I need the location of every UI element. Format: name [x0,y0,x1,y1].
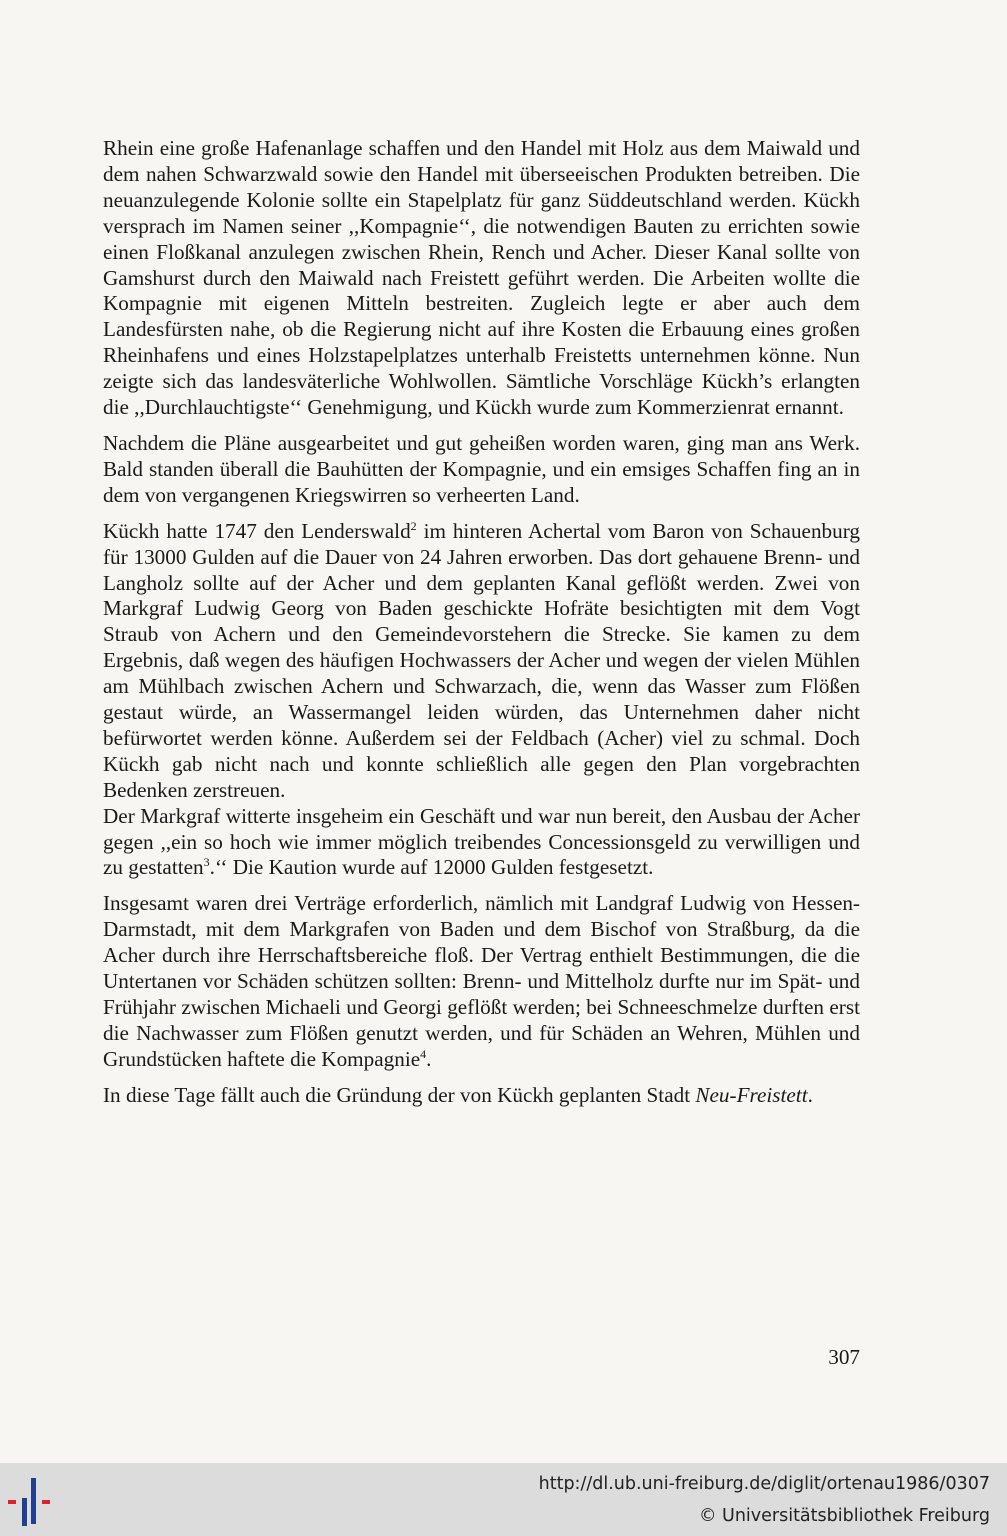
emphasized-text: Neu-Freistett [695,1082,808,1107]
text-run: Nachdem die Pläne ausgearbeitet und gut geheißen worden waren, ging man ans Werk. Bald standen überall die Bauhütten der Kompagnie, und ein emsiges Schaffen fing an in dem von vergangenen Kriegswirren so verheerten Land. [103,430,860,507]
paragraph [103,804,860,882]
paragraph [103,891,860,1072]
footnote-marker: 4 [420,1046,427,1061]
footnote-marker: 2 [410,518,417,533]
text-run: Rhein eine große Hafenanlage schaffen und den Handel mit Holz aus dem Maiwald und dem nahen Schwarzwald sowie den Handel mit überseeischen Produkten betreiben. Die neuanzulegende Kolonie sollte ein Stapelplatz für ganz Süddeutschland werden. Kückh versprach im Namen seiner ,,Kompagnie‘‘, die notwendigen Bauten zu errichten sowie einen Floßkanal anzulegen zwischen Rhein, Rench und Acher. Dieser Kanal sollte von Gamshurst durch den Maiwald nach Freistett geführt werden. Die Arbeiten wollte die Kompagnie mit eigenen Mitteln bestreiten. Zugleich legte er aber auch dem Landesfürsten nahe, ob die Regierung nicht auf ihre Kosten die Erbauung eines großen Rheinhafens und eines Holzstapelplatzes unterhalb Freistetts unternehmen könne. Nun zeigte sich das landesväterliche Wohlwollen. Sämtliche Vorschläge Kückh’s erlangten die ,,Durchlauchtigste‘‘ Genehmigung, und Kückh wurde zum Kommerzienrat ernannt. [103,136,860,420]
ub-freiburg-logo-icon[interactable] [8,1476,68,1528]
text-run: .‘‘ Die Kaution wurde auf 12000 Gulden festgesetzt. [209,855,654,880]
paragraph [103,431,860,509]
permalink-url[interactable]: http://dl.ub.uni-freiburg.de/diglit/ortenau1986/0307 [538,1474,990,1494]
text-run: In diese Tage fällt auch die Gründung der von Kückh geplanten Stadt [103,1082,696,1107]
text-run: Der Markgraf witterte insgeheim ein Geschäft und war nun bereit, den Ausbau der Acher gegen ,,ein so hoch wie immer möglich treibendes Concessionsgeld zu verwilligen und zu gestatten [103,803,860,880]
copyright-notice: © Universitätsbibliothek Freiburg [698,1506,990,1526]
text-run: im hinteren Achertal vom Baron von Schauenburg für 13000 Gulden auf die Dauer von 24 Jahren erworben. Das dort gehauene Brenn- und Langholz sollte auf der Acher und dem geplanten Kanal geflößt werden. Zwei von Markgraf Ludwig Georg von Baden geschickte Hofräte besichtigten mit dem Vogt Straub von Achern und den Gemeindevorstehern die Strecke. Sie kamen zu dem Ergebnis, daß wegen des häufigen Hochwassers der Acher und wegen der vielen Mühlen am Mühlbach zwischen Achern und Schwarzach, die, wenn das Wasser zum Flößen gestaut würde, an Wassermangel leiden würden, das Unternehmen daher nicht befürwortet werden könne. Außerdem sei der Feldbach (Acher) viel zu schmal. Doch Kückh gab nicht nach und konnte schließlich alle gegen den Plan vorgebrachten Bedenken zerstreuen. [103,518,860,802]
text-run: . [807,1082,813,1107]
footnote-marker: 3 [203,855,210,870]
paragraph [103,136,860,421]
text-run: Kückh hatte 1747 den Lenderswald [103,518,411,543]
text-run: Insgesamt waren drei Verträge erforderlich, nämlich mit Landgraf Ludwig von Hessen-Darmstadt, mit dem Markgrafen von Baden und dem Bischof von Straßburg, da die Acher durch ihre Herrschaftsbereiche floß. Der Vertrag enthielt Bestimmungen, die die Untertanen vor Schäden schützen sollten: Brenn- und Mittelholz durfte nur im Spät- und Frühjahr zwischen Michaeli und Georgi geflößt werden; bei Schneeschmelze durften erst die Nachwasser zum Flößen genutzt werden, und für Schäden an Wehren, Mühlen und Grundstücken haftete die Kompagnie [103,891,860,1071]
text-run: . [426,1046,432,1071]
paragraph [103,519,860,804]
paragraph [103,1083,860,1109]
page-number: 307 [828,1345,860,1369]
body-text [103,136,860,1109]
